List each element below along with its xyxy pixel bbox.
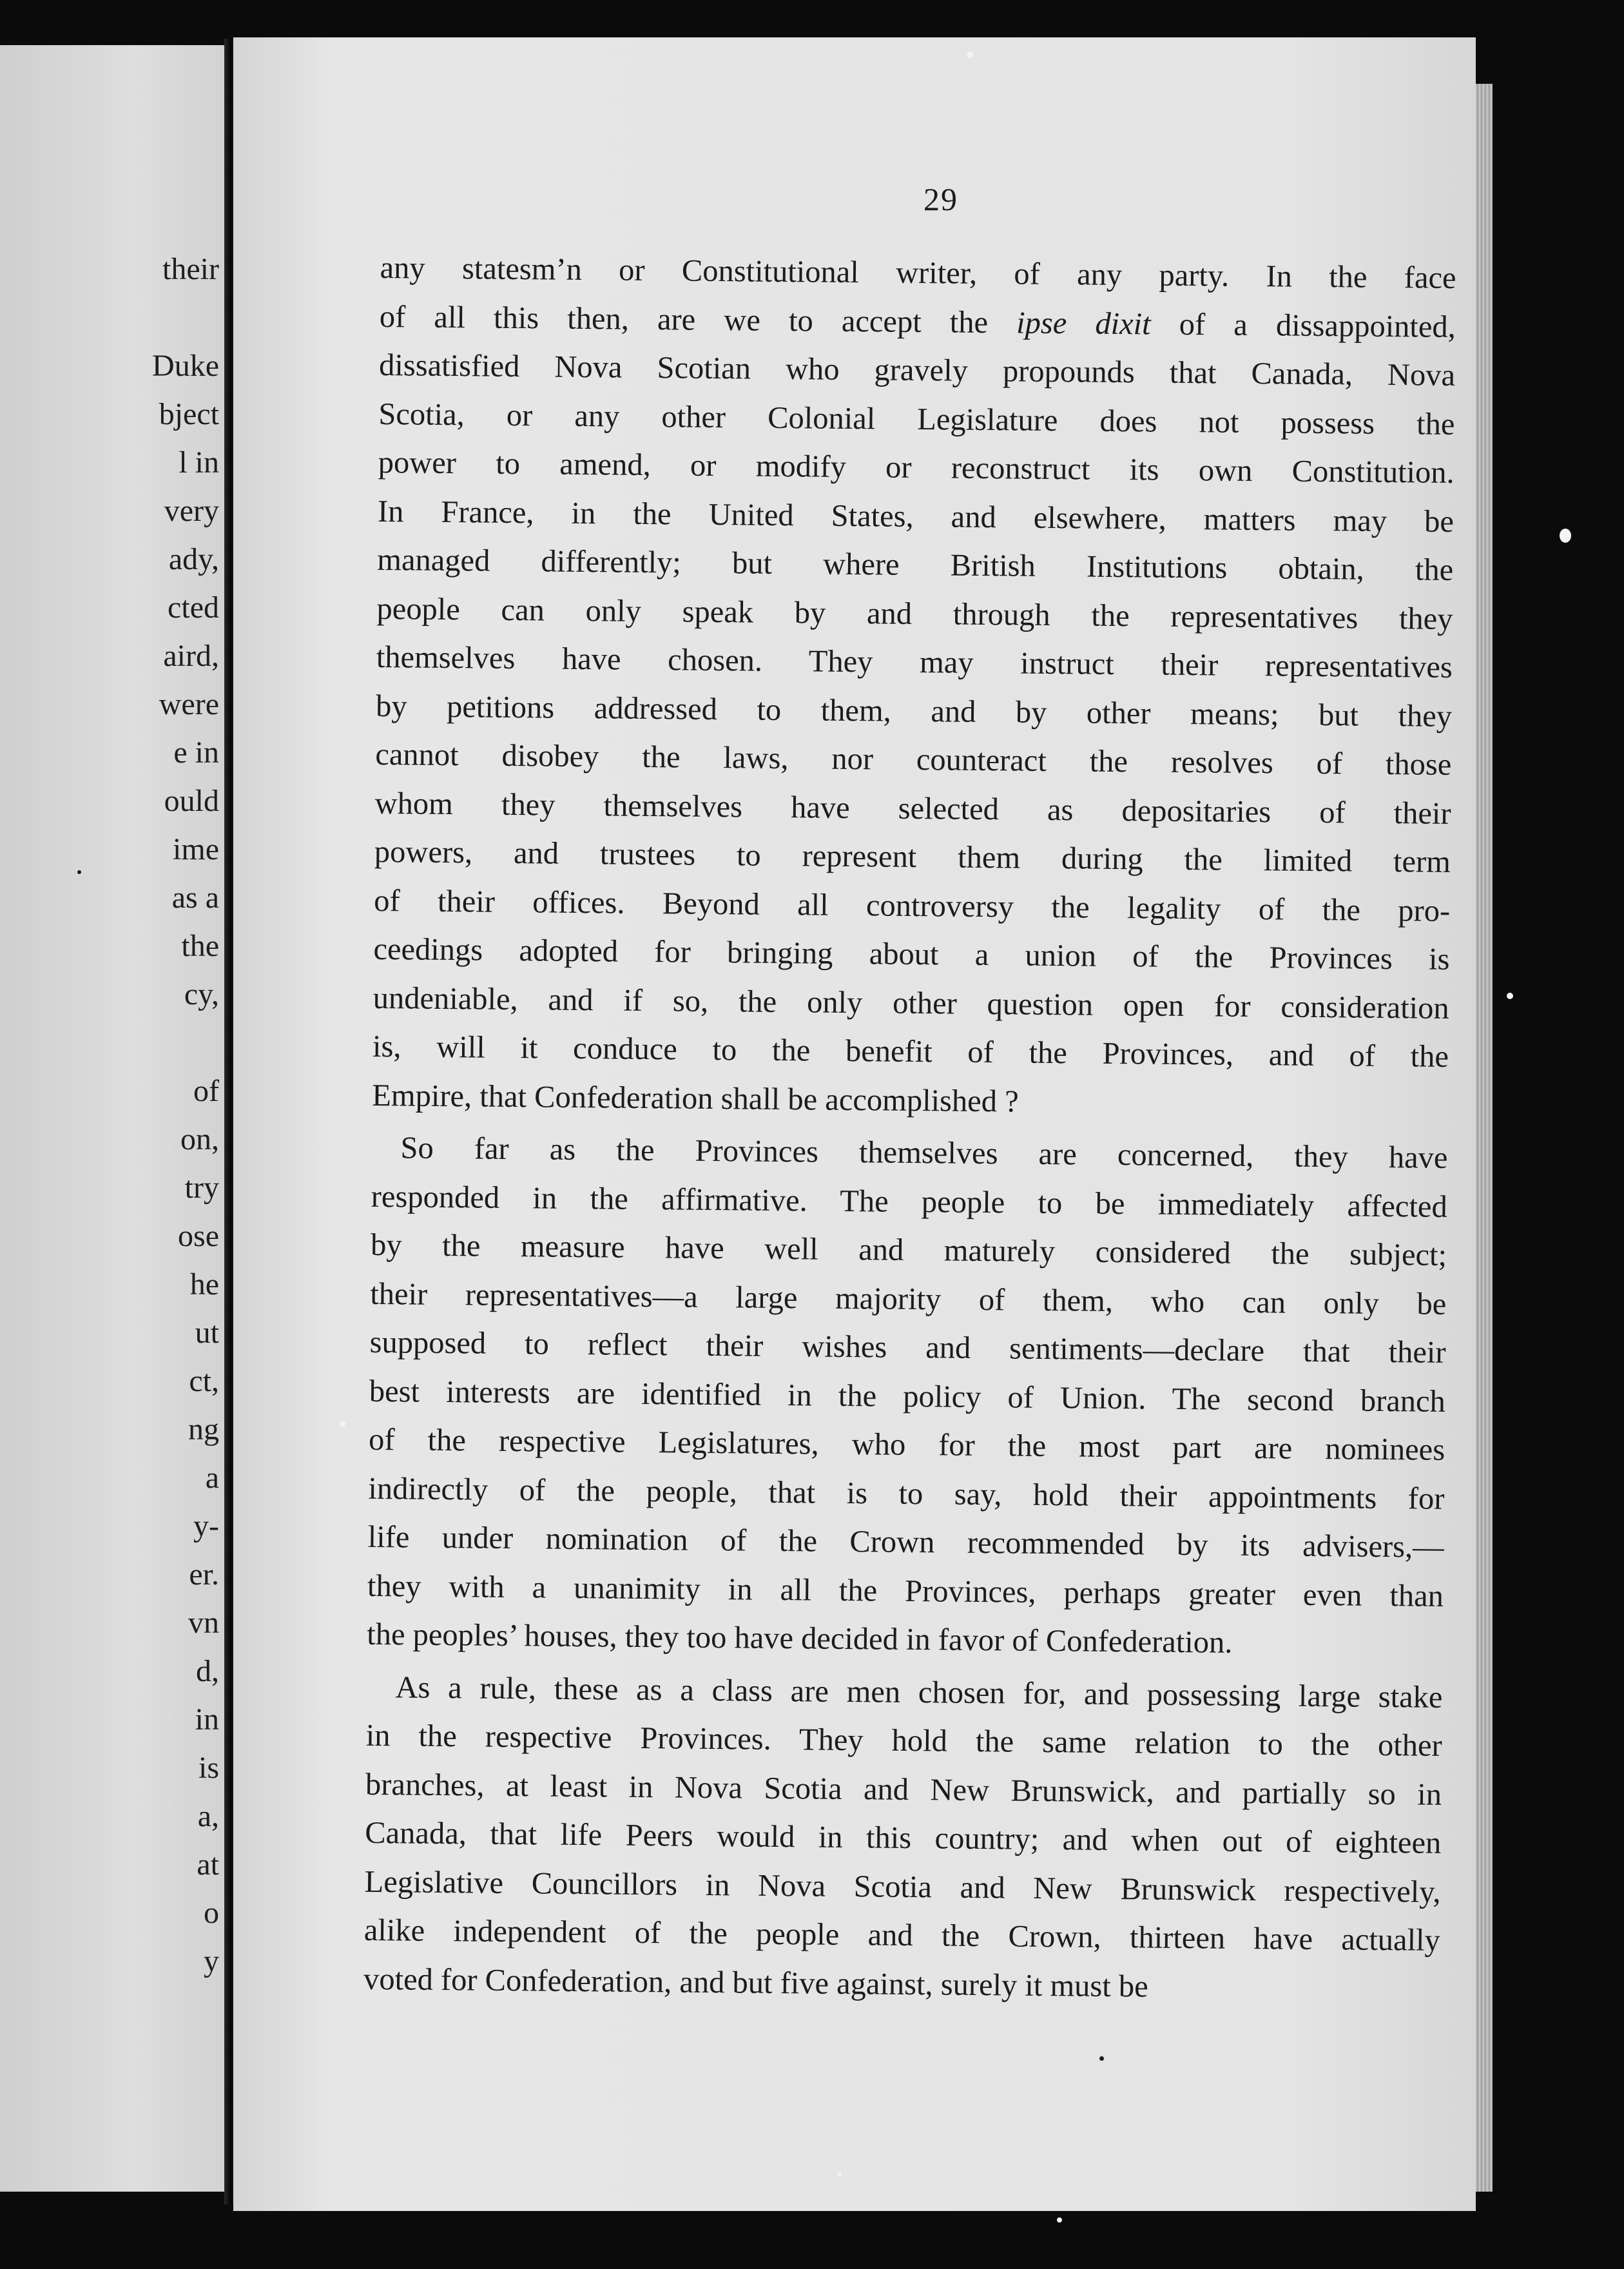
text-line: Legislative Councillors in Nova Scotia and New Brunswick respectively, (364, 1864, 1441, 1909)
text-line: best interests are identified in the policy of Union. The second branch (369, 1374, 1446, 1419)
dust-speck (1057, 2217, 1062, 2223)
text-line: of their offices. Beyond all controversy the legality of the pro- (373, 883, 1451, 928)
text-line: of all this then, are we to accept the ipse dixit of a dissappointed, (379, 299, 1456, 344)
text-line: Canada, that life Peers would in this country; and when out of eighteen (365, 1815, 1442, 1860)
body-text (363, 244, 1456, 2014)
left-page-text-fragments (0, 245, 219, 1985)
left-page-fragment: Duke (152, 349, 219, 383)
text-line: Empire, that Confederation shall be accomplished ? (372, 1078, 1019, 1119)
text-line: managed differently; but where British Institutions obtain, the (377, 542, 1454, 588)
text-line: their representatives—a large majority of them, who can only be (370, 1276, 1447, 1321)
text-line: power to amend, or modify or reconstruct its own Constitution. (378, 445, 1455, 491)
left-page-fragment: vn (188, 1606, 219, 1640)
facing-page-left (0, 45, 224, 2192)
left-page-fragment: is (198, 1751, 219, 1785)
left-page-fragment: d, (196, 1654, 219, 1688)
text-line: powers, and trustees to represent them during the limited term (374, 834, 1451, 879)
left-page-fragment (0, 1018, 219, 1067)
text-line: any statesm’n or Constitutional writer, of any party. In the face (380, 250, 1456, 296)
text-line: cannot disobey the laws, nor counteract the resolves of those (375, 737, 1452, 782)
text-line: in the respective Provinces. They hold the same relation to the other (365, 1718, 1442, 1763)
text-line: life under nomination of the Crown recommended by its advisers,— (367, 1519, 1444, 1564)
text-line: by petitions addressed to them, and by other means; but they (375, 688, 1453, 734)
dust-speck (838, 2172, 842, 2176)
text-line: ceedings adopted for bringing about a union of the Provinces is (373, 931, 1450, 977)
text-line: branches, at least in Nova Scotia and New Brunswick, and partially so in (365, 1767, 1442, 1812)
left-page-fragment: as a (171, 881, 219, 915)
text-line: So far as the Provinces themselves are concerned, they have (400, 1131, 1448, 1175)
left-page-fragment (0, 293, 219, 342)
dust-speck (340, 1421, 345, 1427)
dust-speck (967, 52, 973, 58)
left-page-fragment: very (164, 494, 219, 528)
left-page-fragment: ould (164, 784, 219, 818)
left-page-fragment: a, (197, 1799, 219, 1833)
left-page-fragment: aird, (163, 639, 219, 673)
paragraph (372, 244, 1456, 1130)
text-line: undeniable, and if so, the only other question open for consideration (372, 980, 1449, 1026)
left-page-fragment: ose (178, 1219, 219, 1253)
paragraph (367, 1124, 1448, 1669)
ink-speck (77, 870, 81, 874)
page-number: 29 (923, 181, 958, 217)
paragraph (363, 1662, 1443, 2014)
left-page-fragment: of (193, 1074, 219, 1108)
left-page-fragment: he (189, 1267, 219, 1301)
text-line: responded in the affirmative. The people to be immediately affected (371, 1179, 1447, 1224)
left-page-fragment: o (204, 1896, 219, 1930)
text-line: whom they themselves have selected as depositaries of their (374, 786, 1451, 831)
left-page-fragment: were (159, 687, 219, 721)
left-page-fragment: in (195, 1702, 219, 1737)
text-line: is, will it conduce to the benefit of the Provinces, and of the (372, 1029, 1449, 1074)
left-page-fragment: ime (173, 832, 219, 866)
text-line: supposed to reflect their wishes and sentiments—declare that their (369, 1325, 1446, 1370)
left-page-fragment: their (162, 252, 219, 286)
left-page-fragment: er. (189, 1557, 219, 1592)
text-line: people can only speak by and through the representatives they (376, 591, 1453, 636)
text-line: indirectly of the people, that is to say, hold their appointments for (368, 1471, 1445, 1516)
dust-speck (1560, 529, 1571, 543)
left-page-fragment: a (205, 1461, 219, 1495)
text-line: alike independent of the people and the Crown, thirteen have actually (363, 1913, 1441, 1958)
ink-speck (1099, 2056, 1104, 2061)
left-page-fragment: l in (179, 445, 219, 480)
left-page-fragment: bject (159, 397, 219, 431)
left-page-fragment: ng (188, 1412, 219, 1446)
left-page-fragment: ut (195, 1316, 219, 1350)
text-line: the peoples’ houses, they too have decided in favor of Confederation. (367, 1617, 1233, 1660)
text-line: In France, in the United States, and elsewhere, matters may be (377, 494, 1455, 539)
text-line: by the measure have well and maturely considered the subject; (370, 1227, 1447, 1272)
left-page-fragment: y- (193, 1509, 219, 1543)
page-edge-stack (1476, 84, 1493, 2192)
left-page-fragment: y (204, 1944, 219, 1978)
left-page-fragment: ct, (189, 1364, 219, 1398)
left-page-fragment: at (197, 1847, 219, 1882)
text-line: themselves have chosen. They may instruct their representatives (376, 639, 1453, 685)
text-line: Scotia, or any other Colonial Legislature does not possess the (378, 396, 1455, 442)
text-line: of the respective Legislatures, who for the most part are nominees (368, 1422, 1445, 1467)
text-line: they with a unanimity in all the Provinces, perhaps greater even than (367, 1568, 1444, 1613)
left-page-fragment: ady, (168, 542, 219, 576)
left-page-fragment: cy, (184, 977, 219, 1011)
text-line: dissatisfied Nova Scotian who gravely propounds that Canada, Nova (378, 347, 1456, 393)
left-page-fragment: the (181, 929, 219, 963)
left-page-fragment: on, (180, 1122, 219, 1156)
dust-speck (1507, 993, 1513, 999)
text-line: As a rule, these as a class are men chosen for, and possessing large stake (395, 1670, 1443, 1715)
left-page-fragment: e in (173, 735, 219, 770)
left-page-fragment: try (184, 1171, 219, 1205)
left-page-fragment: cted (168, 590, 219, 625)
text-line: voted for Confederation, and but five against, surely it must be (363, 1962, 1148, 2004)
